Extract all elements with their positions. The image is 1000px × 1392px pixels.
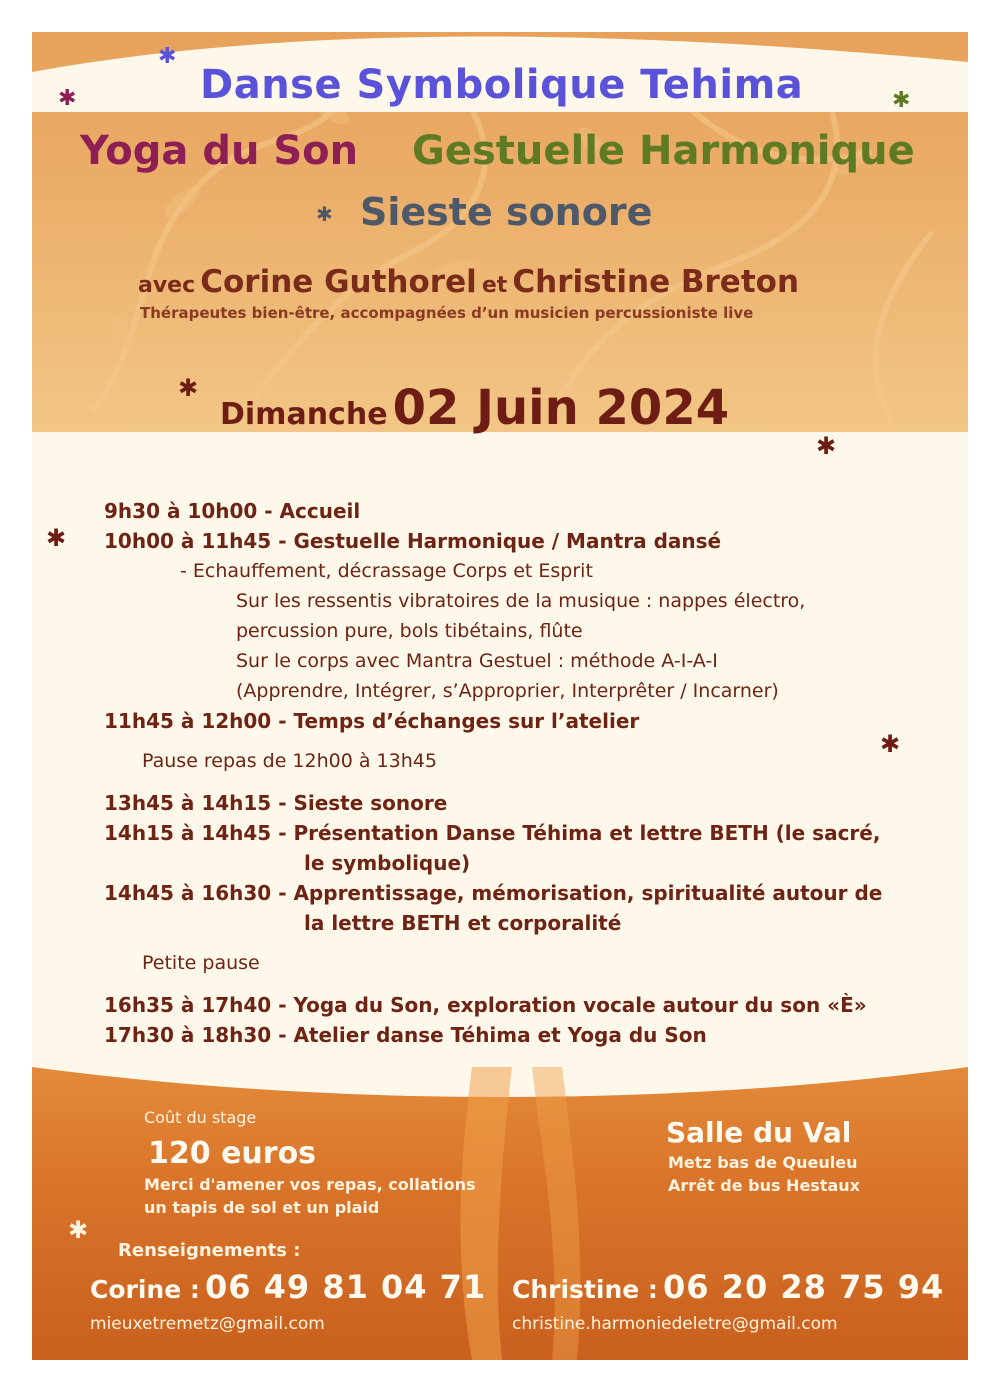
schedule-detail: - Echauffement, décrassage Corps et Esprit xyxy=(180,560,593,582)
contact-corine-label: Corine : xyxy=(90,1275,200,1304)
schedule-line-cont: la lettre BETH et corporalité xyxy=(304,911,622,935)
title-yoga: Yoga du Son xyxy=(80,128,359,174)
price: 120 euros xyxy=(148,1136,317,1171)
presenter-christine: Christine Breton xyxy=(512,264,800,300)
renseignements-label: Renseignements : xyxy=(118,1240,301,1261)
event-date xyxy=(220,380,729,436)
star-icon: ✱ xyxy=(158,44,177,69)
schedule-line: 13h45 à 14h15 - Sieste sonore xyxy=(104,791,448,815)
venue-bus-stop: Arrêt de bus Hestaux xyxy=(668,1176,860,1195)
contact-christine-label: Christine : xyxy=(512,1275,658,1304)
schedule-line: 14h45 à 16h30 - Apprentissage, mémorisation, spiritualité autour de xyxy=(104,881,883,905)
title-sieste: Sieste sonore xyxy=(360,190,653,234)
contact-christine-email[interactable]: christine.harmoniedeletre@gmail.com xyxy=(512,1314,838,1334)
schedule-line: 16h35 à 17h40 - Yoga du Son, exploration vocale autour du son «È» xyxy=(104,993,867,1017)
schedule-detail: Sur le corps avec Mantra Gestuel : méthode A-I-A-I xyxy=(236,650,718,672)
venue-name: Salle du Val xyxy=(666,1116,852,1149)
schedule-line: 11h45 à 12h00 - Temps d’échanges sur l’atelier xyxy=(104,709,640,733)
schedule-line-cont: le symbolique) xyxy=(304,851,471,875)
star-icon: ✱ xyxy=(68,1216,89,1244)
schedule-line: 17h30 à 18h30 - Atelier danse Téhima et Yoga du Son xyxy=(104,1023,707,1047)
schedule-line: 9h30 à 10h00 - Accueil xyxy=(104,499,361,523)
presenter-corine: Corine Guthorel xyxy=(200,264,477,300)
star-icon: ✱ xyxy=(892,88,911,113)
schedule-line: 14h15 à 14h45 - Présentation Danse Téhima et lettre BETH (le sacré, xyxy=(104,821,881,845)
star-icon: ✱ xyxy=(46,524,67,552)
presenters-subtitle: Thérapeutes bien-être, accompagnées d’un musicien percussioniste live xyxy=(140,304,754,322)
title-danse: Danse Symbolique Tehima xyxy=(200,62,804,108)
date-main: 02 Juin 2024 xyxy=(392,380,730,436)
schedule-break: Petite pause xyxy=(142,952,260,974)
schedule-line: 10h00 à 11h45 - Gestuelle Harmonique / Mantra dansé xyxy=(104,529,722,553)
bring-note-line1: Merci d'amener vos repas, collations xyxy=(144,1175,476,1194)
schedule-break: Pause repas de 12h00 à 13h45 xyxy=(142,750,437,772)
schedule-detail: percussion pure, bols tibétains, flûte xyxy=(236,620,583,642)
contact-corine-email[interactable]: mieuxetremetz@gmail.com xyxy=(90,1314,325,1334)
schedule-detail: (Apprendre, Intégrer, s’Approprier, Interprêter / Incarner) xyxy=(236,680,779,702)
star-icon: ✱ xyxy=(178,374,199,402)
poster xyxy=(32,32,968,1360)
schedule-detail: Sur les ressentis vibratoires de la musique : nappes électro, xyxy=(236,590,806,612)
et-text: et xyxy=(481,273,508,298)
contact-christine-phone[interactable]: 06 20 28 75 94 xyxy=(663,1268,945,1306)
contact-corine-phone[interactable]: 06 49 81 04 71 xyxy=(204,1268,487,1306)
title-gestuelle: Gestuelle Harmonique xyxy=(412,128,915,174)
bring-note-line2: un tapis de sol et un plaid xyxy=(144,1198,380,1217)
venue-address: Metz bas de Queuleu xyxy=(668,1153,858,1172)
avec-text: avec xyxy=(138,273,196,298)
date-day: Dimanche xyxy=(220,397,388,432)
star-icon: ✱ xyxy=(816,432,837,460)
contact-christine xyxy=(512,1268,944,1306)
cost-label: Coût du stage xyxy=(144,1108,257,1127)
star-icon: ✱ xyxy=(880,730,901,758)
star-icon: ✱ xyxy=(316,202,333,226)
presenters-line xyxy=(138,264,799,300)
star-icon: ✱ xyxy=(58,86,77,111)
contact-corine xyxy=(90,1268,486,1306)
